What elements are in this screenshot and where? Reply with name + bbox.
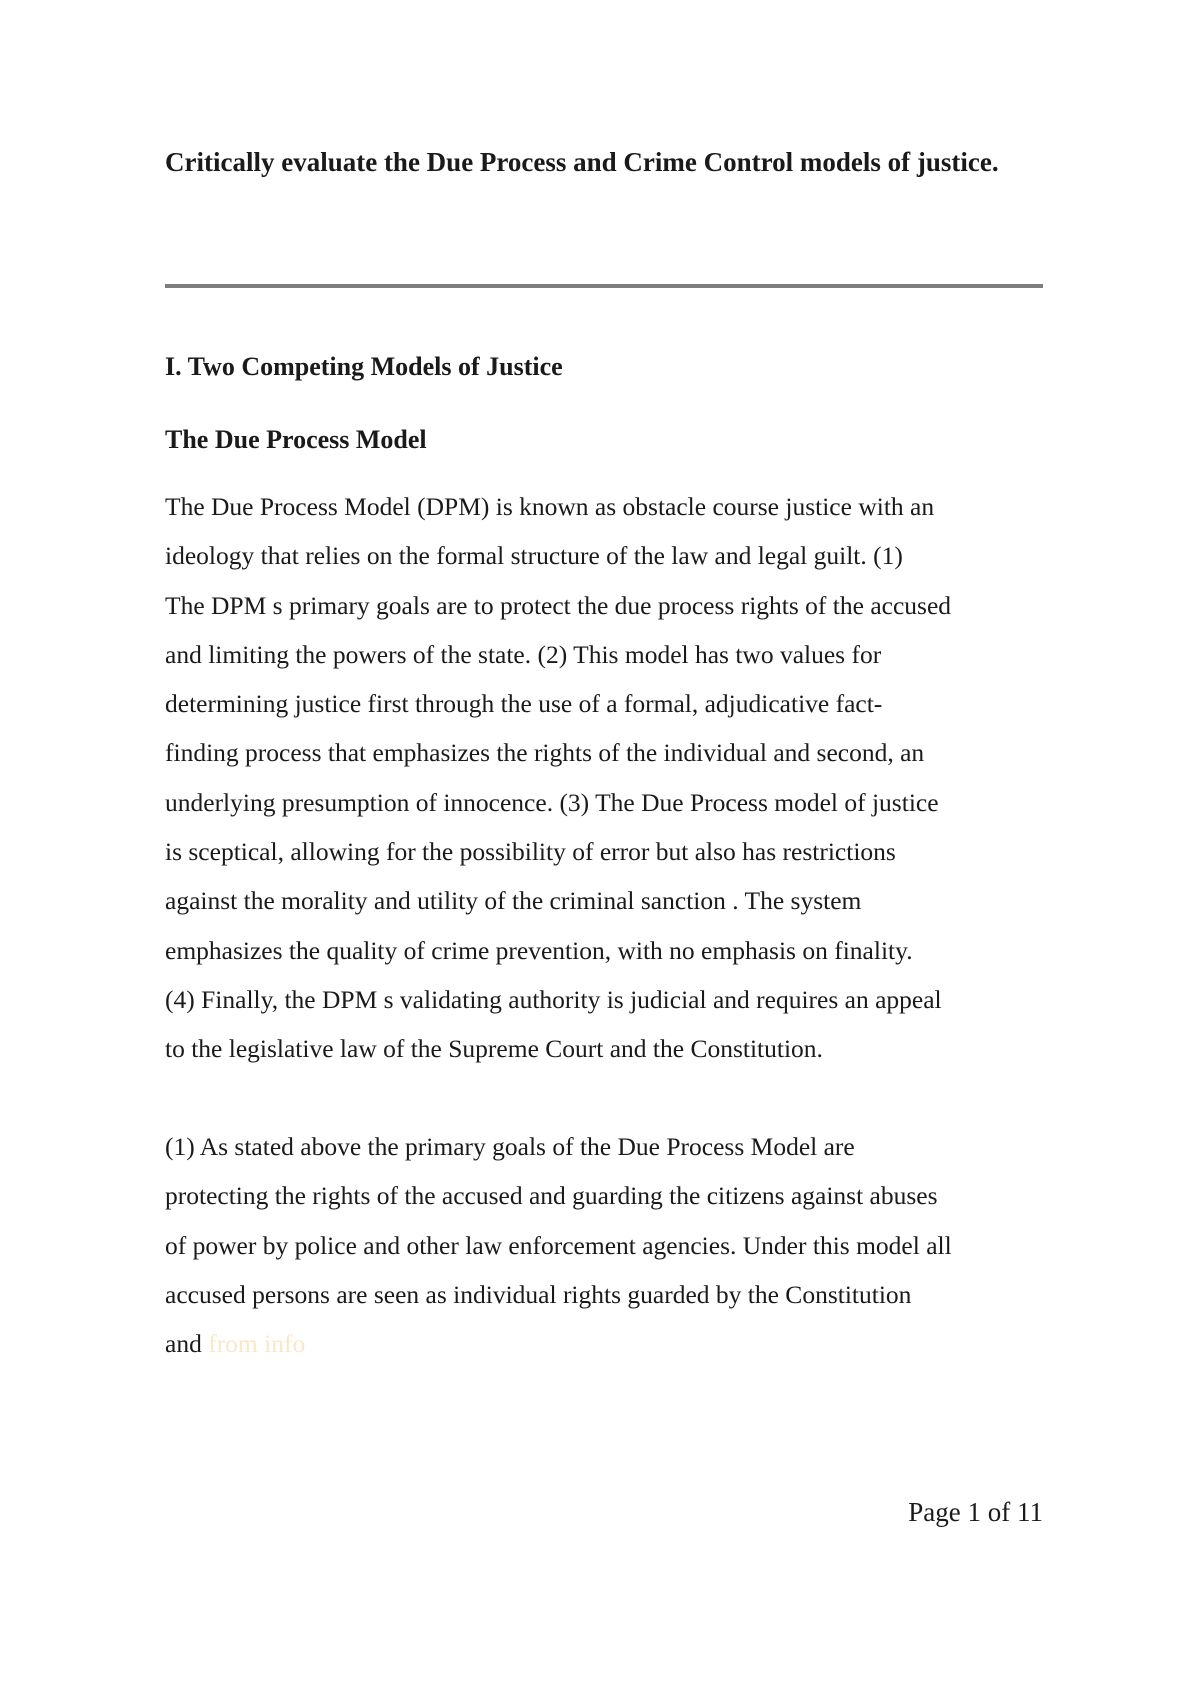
paragraph-line: against the morality and utility of the criminal sanction . The system bbox=[165, 886, 862, 916]
paragraph-line: The Due Process Model (DPM) is known as obstacle course justice with an bbox=[165, 492, 935, 521]
paragraph-line: accused persons are seen as individual rights guarded by the Constitution bbox=[165, 1279, 912, 1309]
paragraph-line: to the legislative law of the Supreme Court and the Constitution. bbox=[165, 1034, 823, 1064]
document-title: Critically evaluate the Due Process and Crime Control models of justice. bbox=[165, 147, 999, 177]
paragraph-line: (1) As stated above the primary goals of the Due Process Model are bbox=[165, 1132, 855, 1161]
paragraph-line: protecting the rights of the accused and guarding the citizens against abuses bbox=[165, 1181, 938, 1211]
paragraph-line-prefix: and bbox=[165, 1329, 209, 1359]
paragraph-line: emphasizes the quality of crime prevention, with no emphasis on finality. bbox=[165, 935, 913, 965]
paragraph-line: underlying presumption of innocence. (3) The Due Process model of justice bbox=[165, 787, 939, 817]
paragraph-primary-goals bbox=[165, 1122, 1055, 1368]
page-number: Page 1 of 11 bbox=[908, 1497, 1043, 1527]
paragraph-line: of power by police and other law enforcement agencies. Under this model all bbox=[165, 1230, 952, 1260]
paragraph-line: and limiting the powers of the state. (2) This model has two values for bbox=[165, 639, 882, 669]
paragraph-line-last bbox=[165, 1319, 1055, 1368]
paragraph-line: (4) Finally, the DPM s validating authority is judicial and requires an appeal bbox=[165, 984, 942, 1014]
paragraph-line: The DPM s primary goals are to protect the due process rights of the accused bbox=[165, 590, 952, 620]
section-heading: I. Two Competing Models of Justice bbox=[165, 352, 563, 381]
title-divider bbox=[165, 284, 1043, 288]
paragraph-line: finding process that emphasizes the rights of the individual and second, an bbox=[165, 738, 925, 768]
faded-preview-text: from info bbox=[208, 1329, 306, 1359]
paragraph-dpm-overview bbox=[165, 482, 1055, 1074]
subheading-due-process-model: The Due Process Model bbox=[165, 425, 427, 454]
paragraph-line: is sceptical, allowing for the possibility of error but also has restrictions bbox=[165, 837, 896, 867]
paragraph-line: ideology that relies on the formal structure of the law and legal guilt. (1) bbox=[165, 541, 903, 571]
paragraph-line: determining justice first through the use of a formal, adjudicative fact- bbox=[165, 689, 883, 719]
